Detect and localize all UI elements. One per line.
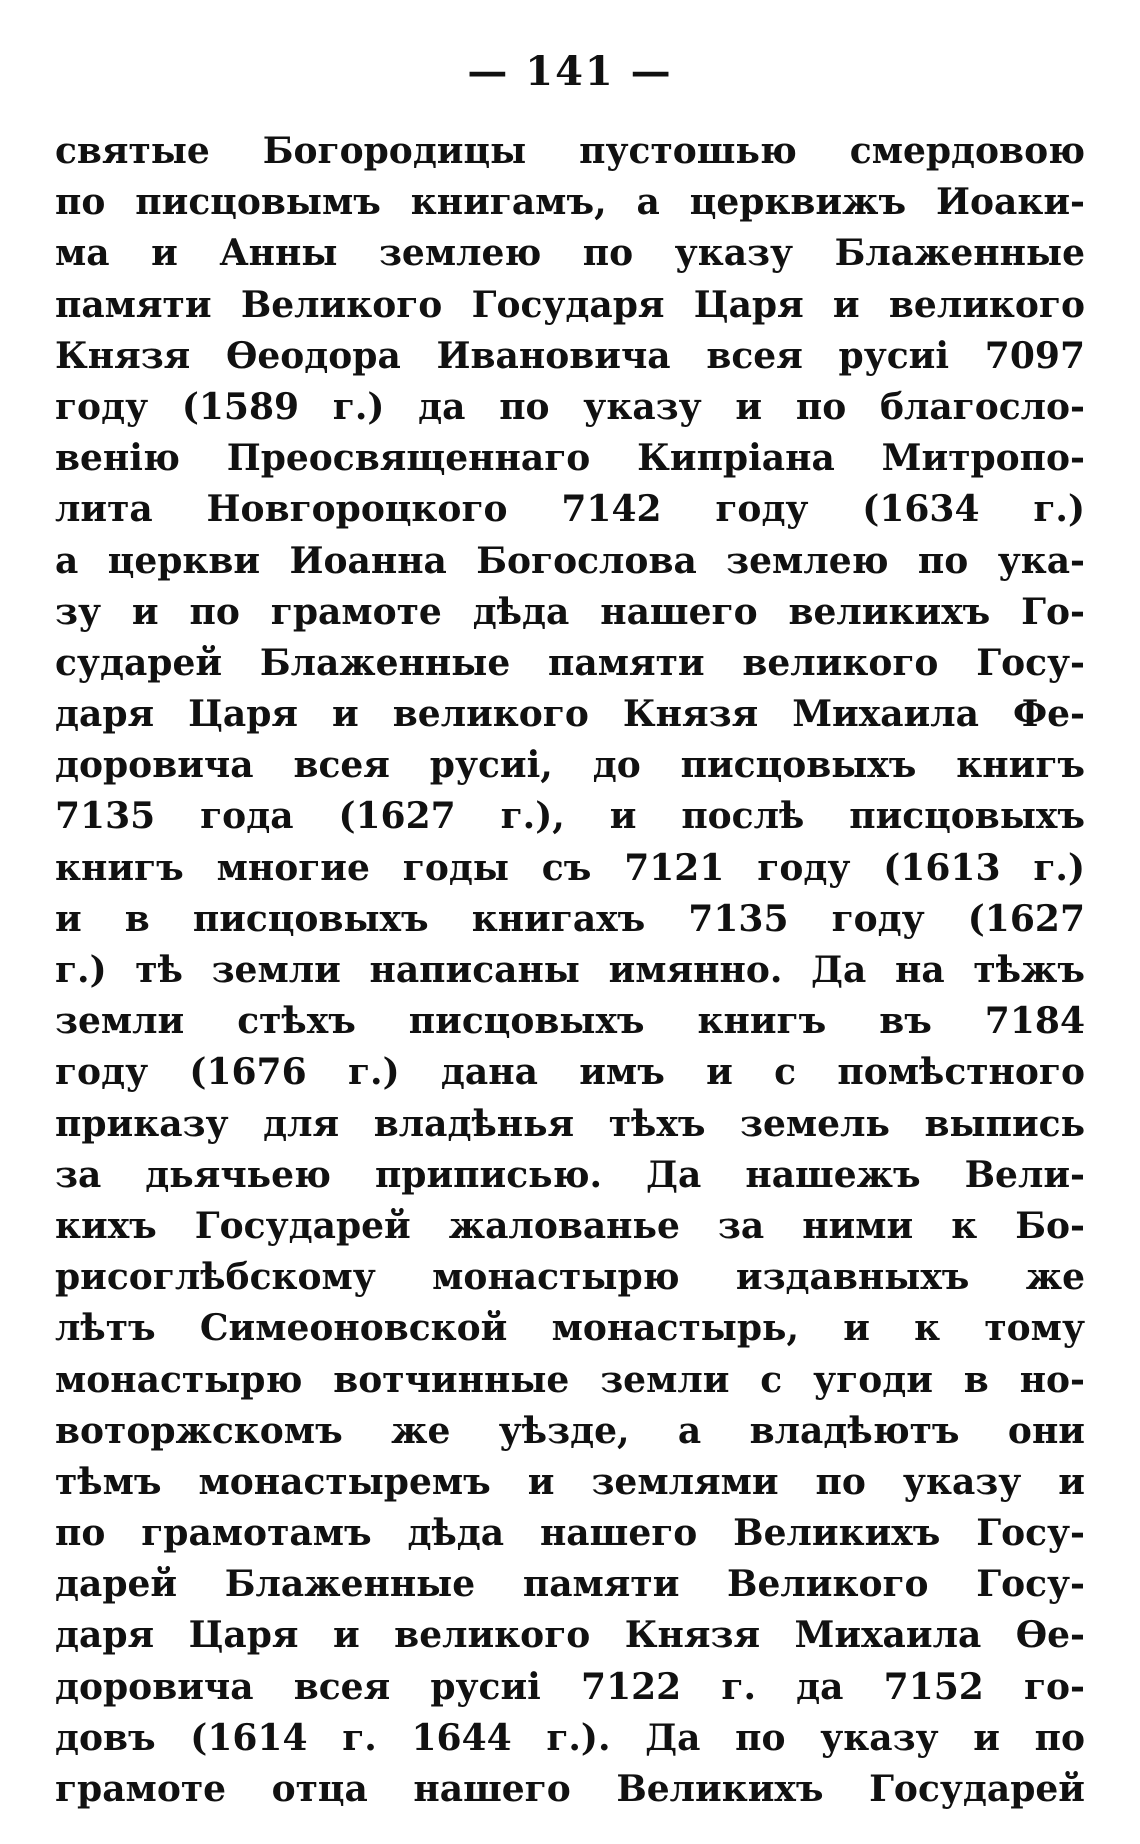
text-line: г.) тѣ земли написаны имянно. Да на тѣжъ: [55, 949, 1085, 991]
text-line: лита Новгороцкого 7142 году (1634 г.): [55, 488, 1085, 531]
text-line: по грамотамъ дѣда нашего Великихъ Госу-: [55, 1512, 1085, 1555]
text-line: кихъ Государей жалованье за ними к Бо-: [55, 1204, 1085, 1247]
text-line: году (1676 г.) дана имъ и с помѣстного: [55, 1051, 1085, 1094]
text-line: монастырю вотчинные земли с угоди в но-: [55, 1358, 1085, 1401]
text-line: венію Преосвященнаго Кипріана Митропо-: [55, 437, 1085, 480]
text-line: Князя Өеодора Ивановича всея русиі 7097: [55, 334, 1085, 377]
body-text: [55, 126, 1085, 1815]
text-line: лѣтъ Симеоновской монастырь, и к тому: [55, 1307, 1085, 1350]
text-line: 7135 года (1627 г.), и послѣ писцовыхъ: [55, 795, 1085, 838]
text-line: дарей Блаженные памяти Великого Госу-: [55, 1563, 1085, 1606]
text-line: даря Царя и великого Князя Михаила Фе-: [55, 693, 1085, 736]
text-line: по писцовымъ книгамъ, а церквижъ Иоаки-: [55, 181, 1085, 224]
text-line: святые Богородицы пустошью смердовою: [55, 130, 1085, 172]
text-line: тѣмъ монастыремъ и землями по указу и: [55, 1460, 1085, 1503]
text-line: сударей Блаженные памяти великого Госу-: [55, 641, 1085, 684]
text-line: книгъ многие годы съ 7121 году (1613 г.): [55, 846, 1085, 889]
text-line: году (1589 г.) да по указу и по благосло-: [55, 385, 1085, 428]
page-number: — 141 —: [467, 48, 673, 95]
text-line: доровича всея русиі 7122 г. да 7152 го-: [55, 1665, 1085, 1708]
text-line: а церкви Иоанна Богослова землею по ука-: [55, 539, 1085, 582]
text-line: доровича всея русиі, до писцовыхъ книгъ: [55, 744, 1085, 787]
text-line: даря Царя и великого Князя Михаила Өе-: [55, 1614, 1085, 1657]
text-line: и в писцовыхъ книгахъ 7135 году (1627: [55, 897, 1085, 940]
text-line: памяти Великого Государя Царя и великого: [55, 283, 1085, 326]
text-line: довъ (1614 г. 1644 г.). Да по указу и по: [55, 1716, 1085, 1759]
text-line: грамоте отца нашего Великихъ Государей: [55, 1768, 1085, 1810]
text-line: за дьячьею приписью. Да нашежъ Вели-: [55, 1153, 1085, 1196]
text-line: рисоглѣбскому монастырю издавныхъ же: [55, 1256, 1085, 1299]
text-line: воторжскомъ же уѣзде, а владѣютъ они: [55, 1409, 1085, 1452]
text-line: земли стѣхъ писцовыхъ книгъ въ 7184: [55, 1000, 1085, 1043]
text-line: ма и Анны землею по указу Блаженные: [55, 232, 1085, 275]
text-line: зу и по грамоте дѣда нашего великихъ Го-: [55, 590, 1085, 633]
text-line: приказу для владѣнья тѣхъ земель выпись: [55, 1102, 1085, 1145]
